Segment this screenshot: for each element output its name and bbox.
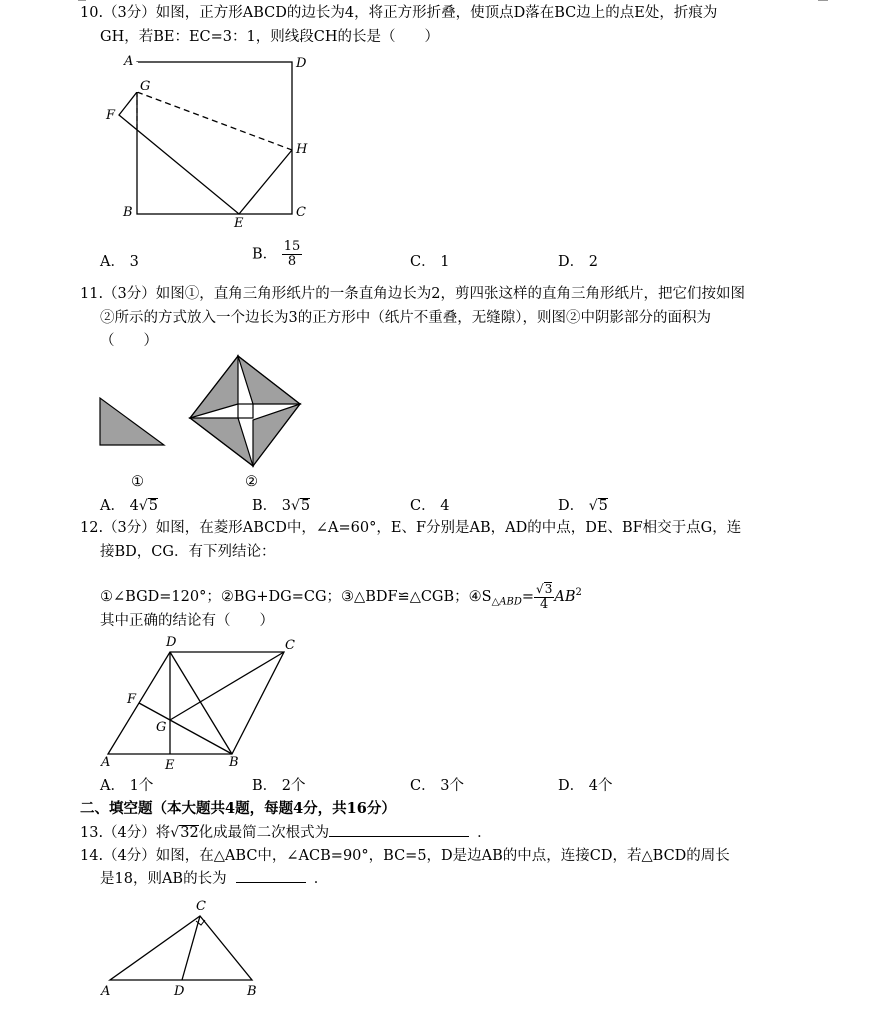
q12-label-f: F [127, 692, 137, 707]
q12-stem-line2: 接BD，CG．有下列结论： [100, 544, 276, 560]
q10-label-d: D [296, 56, 307, 71]
q12-label-b: B [229, 755, 239, 770]
q10-label-f: F [106, 108, 116, 123]
q11-stem-line3: （ ） [100, 333, 158, 349]
section-fill-in-heading: 二、填空题（本大题共4题，每题4分，共16分） [80, 800, 396, 817]
q12-stem-line1: 12.（3分）如图，在菱形ABCD中，∠A=60°，E、F分别是AB，AD的中点，DE、BF相交于点G，连 [80, 520, 742, 536]
q11-option-c[interactable]: C． 4 [410, 498, 450, 514]
q12-option-d[interactable]: D． 4个 [558, 778, 613, 794]
q14-label-a: A [101, 984, 111, 999]
q12-label-d: D [166, 635, 177, 650]
q12-option-a[interactable]: A． 1个 [100, 778, 154, 794]
q10-label-h: H [296, 142, 308, 157]
q10-label-a: A [124, 54, 134, 69]
q14-triangle-abc [110, 916, 252, 980]
q11-stem-line1: 11.（3分）如图①，直角三角形纸片的一条直角边长为2，剪四张这样的直角三角形纸片，把它们按如图 [80, 286, 746, 302]
q10-label-b: B [123, 205, 133, 220]
q12-label-g: G [156, 720, 167, 735]
q11-fig1-caption: ① [131, 474, 144, 490]
q12-conclusions: ①∠BGD=120°；②BG+DG=CG；③△BDF≌△CGB；$④S_{\triangle ABD}=$ $\frac{√3}{4}$ $AB^2$ [100, 581, 582, 612]
q14-label-b: B [247, 984, 257, 999]
q11-fig2-caption: ② [245, 474, 258, 490]
q12-label-a: A [101, 755, 111, 770]
q12-option-c[interactable]: C． 3个 [410, 778, 464, 794]
q11-option-b[interactable]: B． 3√5 [252, 498, 311, 514]
q12-label-e: E [165, 758, 175, 773]
q10-option-a[interactable]: A． 3 [100, 254, 139, 270]
q12-stem-line4: 其中正确的结论有（ ） [100, 613, 274, 629]
q10-label-e: E [234, 216, 244, 231]
q12-option-b[interactable]: B． 2个 [252, 778, 306, 794]
q10-label-c: C [296, 205, 306, 220]
q14-stem-line1: 14.（4分）如图，在△ABC中，∠ACB=90°，BC=5，D是边AB的中点，连接CD，若△BCD的周长 [80, 848, 730, 864]
q10-option-c[interactable]: C． 1 [410, 254, 450, 270]
q10-option-b[interactable]: B． $\frac{15}{8}$ [252, 239, 301, 269]
q11-option-d[interactable]: D． √5 [558, 498, 608, 514]
q14-label-d: D [174, 984, 185, 999]
q14-cd [182, 916, 200, 980]
q11-option-a[interactable]: A． 4√5 [100, 498, 158, 514]
q12-label-c: C [285, 638, 295, 653]
q10-option-d[interactable]: D． 2 [558, 254, 598, 270]
q11-stem-line2: ②所示的方式放入一个边长为3的正方形中（纸片不重叠，无缝隙），则图②中阴影部分的面积为 [100, 310, 711, 326]
q10-stem-line2: GH，若BE：EC=3：1，则线段CH的长是（ ） [100, 29, 439, 45]
q13-stem: 13.（4分）将√32化成最简二次根式为 ． [80, 825, 492, 841]
q10-label-g: G [140, 79, 151, 94]
q14-label-c: C [196, 899, 206, 914]
q10-stem-line1: 10.（3分）如图，正方形ABCD的边长为4，将正方形折叠，使顶点D落在BC边上的点E处，折痕为 [80, 5, 718, 21]
q14-stem-line2: 是18，则AB的长为 ． [100, 871, 329, 887]
